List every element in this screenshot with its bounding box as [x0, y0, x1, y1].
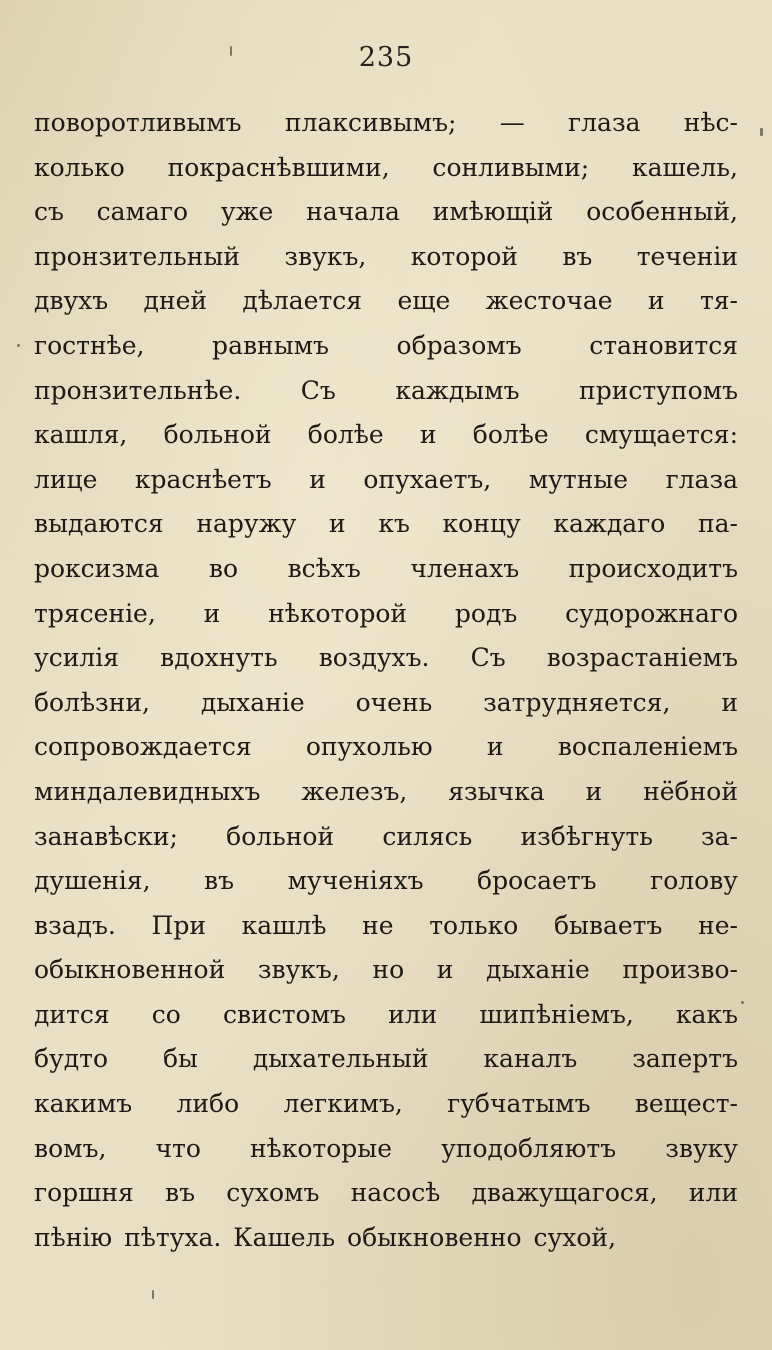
text-line: пронзительный звукъ, которой въ теченіи [34, 241, 738, 271]
text-line: душенія, въ мученіяхъ бросаетъ голову [34, 866, 738, 896]
page-number: 235 [358, 42, 414, 73]
text-line: миндалевидныхъ железъ, язычка и нёбной [34, 776, 738, 806]
text-line: пронзительнѣе. Съ каждымъ приступомъ [34, 375, 738, 405]
text-line: болѣзни, дыханіе очень затрудняется, и [34, 687, 738, 717]
text-line: поворотливымъ плаксивымъ; — глаза нѣс- [34, 108, 738, 137]
text-line: кашля, больной болѣе и болѣе смущается: [34, 420, 738, 450]
text-line: будто бы дыхательный каналъ запертъ [34, 1044, 738, 1074]
text-line: трясеніе, и нѣкоторой родъ судорожнаго [34, 598, 738, 628]
text-line: какимъ либо легкимъ, губчатымъ вещест- [34, 1089, 738, 1119]
text-line: горшня въ сухомъ насосѣ дважущагося, или [34, 1178, 738, 1208]
text-line: усилія вдохнуть воздухъ. Съ возрастаніемъ [34, 643, 738, 673]
ink-speck [152, 1290, 154, 1299]
text-line: выдаются наружу и къ концу каждаго па- [34, 509, 738, 539]
text-line: дится со свистомъ или шипѣніемъ, какъ [34, 999, 738, 1029]
text-line: лице краснѣетъ и опухаетъ, мутные глаза [34, 464, 738, 494]
text-line: двухъ дней дѣлается еще жесточае и тя- [34, 286, 738, 316]
ink-speck [741, 1001, 744, 1004]
ink-speck [17, 344, 20, 347]
ink-speck [760, 128, 763, 136]
text-line: вомъ, что нѣкоторые уподобляютъ звуку [34, 1133, 738, 1163]
text-line: колько покраснѣвшими, сонливыми; кашель, [34, 152, 738, 182]
text-line: съ самаго уже начала имѣющій особенный, [34, 197, 738, 227]
text-line: обыкновенной звукъ, но и дыханіе произво- [34, 955, 738, 985]
text-line: пѣнію пѣтуха. Кашель обыкновенно сухой, [34, 1222, 617, 1252]
text-line: роксизма во всѣхъ членахъ происходитъ [34, 553, 738, 583]
body-text [34, 101, 738, 1260]
text-line: сопровождается опухолью и воспаленіемъ [34, 732, 738, 762]
ink-speck [230, 46, 232, 56]
text-line: гостнѣе, равнымъ образомъ становится [34, 330, 738, 360]
text-line: занавѣски; больной силясь избѣгнуть за- [34, 821, 738, 851]
text-line: взадъ. При кашлѣ не только бываетъ не- [34, 910, 738, 940]
